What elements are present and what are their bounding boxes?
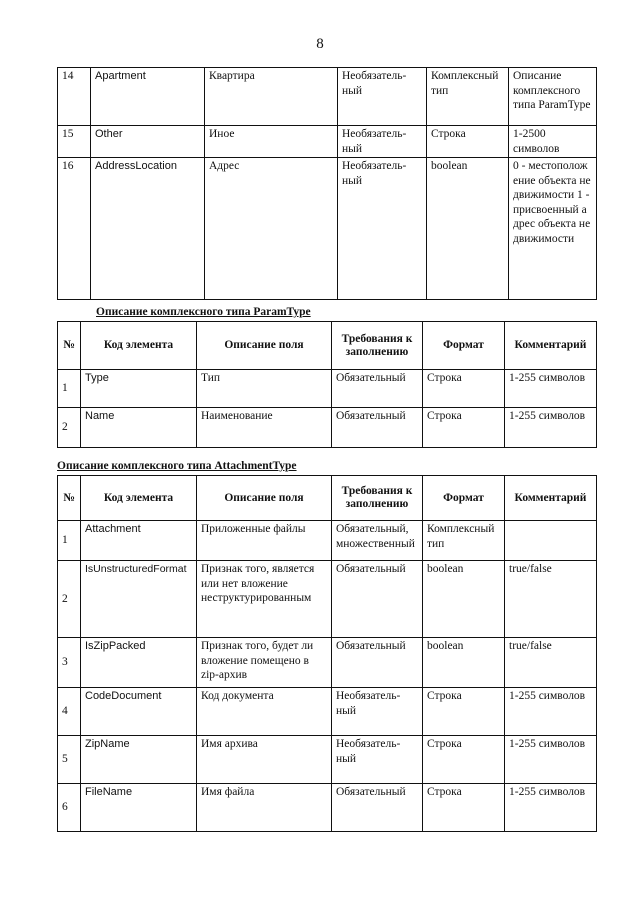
field-description: Иное [205,126,338,158]
table-row [58,158,597,300]
fill-requirement: Необязатель-ный [338,158,427,300]
comment: 0 - местоположение объекта недвижимости 1 - присвоенный адрес объекта недвижимости [509,158,597,300]
comment: 1-255 символов [505,736,597,784]
field-description: Квартира [205,68,338,126]
format: Строка [423,688,505,736]
row-number: 2 [58,561,81,638]
table-row [58,126,597,158]
comment: true/false [505,638,597,688]
format: boolean [427,158,509,300]
table-row [58,408,597,448]
col-header-code: Код элемента [81,476,197,521]
table-row [58,561,597,638]
comment: 1-255 символов [505,408,597,448]
col-header-comment: Комментарий [505,322,597,370]
fill-requirement: Обязательный, множественный [332,521,423,561]
col-header-num: № [58,322,81,370]
page-number: 8 [316,36,324,52]
col-header-req: Требования к заполнению [332,476,423,521]
element-code: FileName [81,784,197,832]
row-number: 5 [58,736,81,784]
fill-requirement: Обязательный [332,408,423,448]
col-header-num: № [58,476,81,521]
element-code: Attachment [81,521,197,561]
format: Комплексный тип [427,68,509,126]
comment: true/false [505,561,597,638]
element-code: Name [81,408,197,448]
field-description: Признак того, будет ли вложение помещено в zip-архив [197,638,332,688]
col-header-format: Формат [423,476,505,521]
field-description: Имя архива [197,736,332,784]
format: Строка [423,784,505,832]
col-header-format: Формат [423,322,505,370]
row-number: 2 [58,408,81,448]
col-header-code: Код элемента [81,322,197,370]
row-number: 14 [58,68,91,126]
field-description: Адрес [205,158,338,300]
table-row [58,68,597,126]
header-row [58,476,597,521]
row-number: 1 [58,521,81,561]
paramtype-table [57,321,597,448]
comment: 1-255 символов [505,688,597,736]
element-code: Type [81,370,197,408]
field-description: Наименование [197,408,332,448]
field-description: Признак того, является или нет вложение неструктурированным [197,561,332,638]
fill-requirement: Необязатель-ный [332,736,423,784]
address-continuation-table [57,67,597,300]
field-description: Приложенные файлы [197,521,332,561]
table-row [58,638,597,688]
element-code: ZipName [81,736,197,784]
fill-requirement: Обязательный [332,561,423,638]
format: boolean [423,561,505,638]
fill-requirement: Обязательный [332,638,423,688]
fill-requirement: Необязатель-ный [332,688,423,736]
element-code: IsUnstructuredFormat [81,561,197,638]
attachmenttype-table [57,475,597,832]
comment: 1-2500 символов [509,126,597,158]
paramtype-caption: Описание комплексного типа ParamType [96,306,311,318]
row-number: 4 [58,688,81,736]
row-number: 6 [58,784,81,832]
fill-requirement: Необязатель-ный [338,126,427,158]
row-number: 16 [58,158,91,300]
header-row [58,322,597,370]
field-description: Тип [197,370,332,408]
comment: 1-255 символов [505,784,597,832]
table-row [58,688,597,736]
col-header-name: Описание поля [197,476,332,521]
format: boolean [423,638,505,688]
row-number: 1 [58,370,81,408]
fill-requirement: Необязатель-ный [338,68,427,126]
element-code: Apartment [91,68,205,126]
table-row [58,784,597,832]
comment: Описание комплексного типа ParamType [509,68,597,126]
format: Строка [423,736,505,784]
element-code: Other [91,126,205,158]
col-header-name: Описание поля [197,322,332,370]
format: Строка [423,370,505,408]
fill-requirement: Обязательный [332,784,423,832]
row-number: 15 [58,126,91,158]
element-code: CodeDocument [81,688,197,736]
attachmenttype-caption: Описание комплексного типа AttachmentType [57,460,297,472]
col-header-req: Требования к заполнению [332,322,423,370]
format: Строка [427,126,509,158]
table-row [58,736,597,784]
element-code: IsZipPacked [81,638,197,688]
fill-requirement: Обязательный [332,370,423,408]
table-row [58,521,597,561]
row-number: 3 [58,638,81,688]
comment [505,521,597,561]
field-description: Код документа [197,688,332,736]
format: Комплексный тип [423,521,505,561]
element-code: AddressLocation [91,158,205,300]
col-header-comment: Комментарий [505,476,597,521]
table-row [58,370,597,408]
field-description: Имя файла [197,784,332,832]
comment: 1-255 символов [505,370,597,408]
format: Строка [423,408,505,448]
